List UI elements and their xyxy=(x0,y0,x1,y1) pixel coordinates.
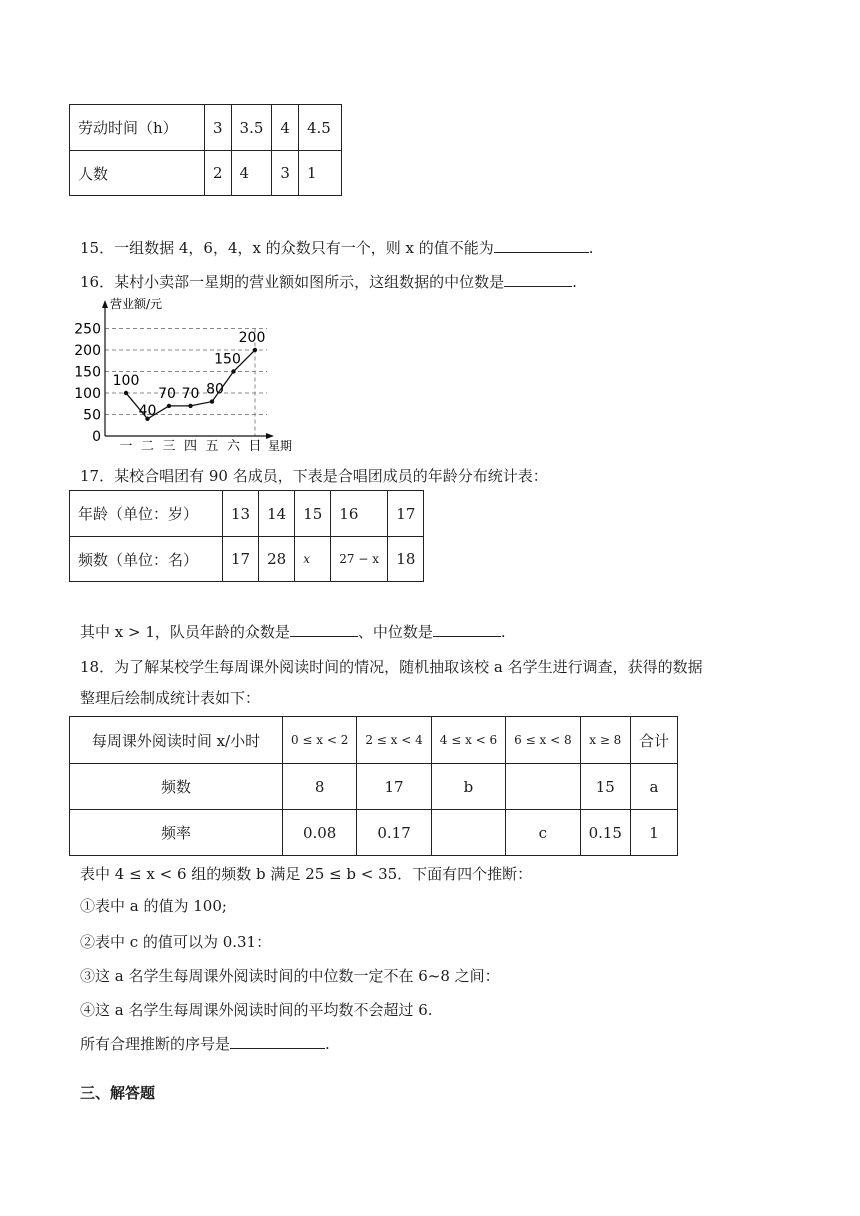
table-cell: 3 xyxy=(205,105,232,151)
x-tick-label: 二 xyxy=(140,439,155,454)
answer-text: 其中 x > 1，队员年龄的众数是 xyxy=(80,623,290,641)
table-cell: 0.15 xyxy=(580,810,630,856)
inference-text: ③这 a 名学生每周课外阅读时间的中位数一定不在 6~8 之间： xyxy=(80,967,500,985)
table-cell: 17 xyxy=(388,491,424,537)
x-tick-label: 六 xyxy=(226,439,241,454)
table-cell: 每周课外阅读时间 x/小时 xyxy=(70,717,283,764)
table-cell: 27 − x xyxy=(331,537,388,582)
answer-blank xyxy=(290,622,358,637)
table-cell: 劳动时间（h） xyxy=(70,105,205,151)
table-cell: 0 ≤ x < 2 xyxy=(282,717,356,764)
period: . xyxy=(572,273,577,291)
table-cell: 1 xyxy=(298,151,341,196)
question-16 xyxy=(80,272,577,292)
age-distribution-table xyxy=(69,490,424,582)
y-tick-label: 50 xyxy=(83,407,101,424)
table-cell xyxy=(431,810,505,856)
reading-time-table xyxy=(69,716,678,856)
x-tick-label: 一 xyxy=(119,439,133,454)
table-cell xyxy=(506,764,580,810)
question-18-final xyxy=(80,1034,330,1054)
data-point xyxy=(231,369,235,373)
y-axis-label: 营业额/元 xyxy=(110,297,163,311)
data-point xyxy=(253,348,257,352)
y-tick-label: 0 xyxy=(92,429,101,445)
y-tick-label: 250 xyxy=(74,321,101,338)
question-18-line1 xyxy=(80,657,703,677)
table-cell: 16 xyxy=(331,491,388,537)
question-number: 18． xyxy=(80,658,115,676)
inference-text: ①表中 a 的值为 100; xyxy=(80,897,227,915)
table-cell: 17 xyxy=(223,537,259,582)
data-label: 150 xyxy=(214,351,241,368)
y-tick-label: 100 xyxy=(74,386,101,402)
answer-text: 、中位数是 xyxy=(357,623,433,641)
table-cell: 6 ≤ x < 8 xyxy=(506,717,580,764)
data-label: 200 xyxy=(238,330,266,346)
data-point xyxy=(210,399,214,403)
question-text: 表中 4 ≤ x < 6 组的频数 b 满足 25 ≤ b < 35．下面有四个推断： xyxy=(80,865,533,883)
table-cell: 15 xyxy=(580,764,630,810)
table-cell: 年龄（单位：岁） xyxy=(70,491,223,537)
table-cell: 13 xyxy=(223,491,259,537)
table-cell: b xyxy=(431,764,505,810)
sales-line-chart xyxy=(70,296,310,456)
question-text: 为了解某校学生每周课外阅读时间的情况，随机抽取该校 a 名学生进行调查，获得的数据 xyxy=(114,658,703,676)
data-label: 100 xyxy=(112,373,140,389)
table-cell: 3 xyxy=(272,151,299,196)
data-point xyxy=(124,391,128,395)
x-tick-label: 日 xyxy=(248,439,262,454)
answer-blank xyxy=(504,272,572,287)
data-label: 80 xyxy=(206,381,224,398)
question-number: 15． xyxy=(80,239,115,257)
question-text: 一组数据 4，6，4，x 的众数只有一个，则 x 的值不能为 xyxy=(114,239,494,257)
table-cell: 14 xyxy=(259,491,295,537)
answer-blank xyxy=(433,622,501,637)
inference-text: ④这 a 名学生每周课外阅读时间的平均数不会超过 6. xyxy=(80,1001,433,1019)
table-cell: 1 xyxy=(630,810,677,856)
table-cell: 4 xyxy=(231,151,272,196)
inference-1 xyxy=(80,896,227,916)
data-label: 70 xyxy=(181,385,200,402)
y-axis-arrow xyxy=(102,300,108,308)
question-text: 整理后绘制成统计表如下： xyxy=(80,689,261,707)
inference-3 xyxy=(80,966,500,986)
period: . xyxy=(588,239,594,257)
table-cell: 4.5 xyxy=(298,105,341,151)
question-text: 所有合理推断的序号是 xyxy=(80,1035,231,1053)
table-cell: 15 xyxy=(295,491,331,537)
inference-text: ②表中 c 的值可以为 0.31： xyxy=(80,933,272,951)
question-number: 16． xyxy=(80,273,115,291)
table-cell: 17 xyxy=(357,764,431,810)
question-text: 某村小卖部一星期的营业额如图所示，这组数据的中位数是 xyxy=(114,273,505,291)
labor-time-table xyxy=(69,104,342,196)
period: . xyxy=(500,623,506,641)
table-cell: 3.5 xyxy=(231,105,272,151)
table-cell: 频数 xyxy=(70,764,283,810)
table-cell: 0.08 xyxy=(282,810,356,856)
table-cell: x xyxy=(295,537,331,582)
table-cell: 4 xyxy=(272,105,299,151)
table-cell: 合计 xyxy=(630,717,677,764)
x-tick-label: 四 xyxy=(183,439,198,454)
table-cell: 8 xyxy=(282,764,356,810)
table-cell: 频数（单位：名） xyxy=(70,537,223,582)
answer-blank xyxy=(230,1034,325,1049)
x-axis-label: 星期 xyxy=(268,439,293,453)
table-cell: a xyxy=(630,764,677,810)
table-cell: 频率 xyxy=(70,810,283,856)
table-cell: 18 xyxy=(388,537,424,582)
question-number: 17． xyxy=(80,467,115,485)
question-15 xyxy=(80,238,594,258)
data-point xyxy=(167,404,171,408)
x-tick-label: 五 xyxy=(205,439,219,454)
table-cell: 2 ≤ x < 4 xyxy=(357,717,431,764)
data-label: 70 xyxy=(158,385,176,402)
table-cell: 人数 xyxy=(70,151,205,196)
x-tick-label: 三 xyxy=(162,439,176,454)
table-cell: 0.17 xyxy=(357,810,431,856)
question-17-answer xyxy=(80,622,506,642)
question-18-note xyxy=(80,864,532,884)
inference-4 xyxy=(80,1000,433,1020)
period: . xyxy=(325,1035,330,1053)
section-heading: 三、解答题 xyxy=(80,1084,156,1102)
inference-2 xyxy=(80,932,271,952)
question-17 xyxy=(80,466,548,486)
answer-blank xyxy=(494,238,589,253)
table-cell: x ≥ 8 xyxy=(580,717,630,764)
y-tick-label: 150 xyxy=(74,364,101,381)
question-18-line2 xyxy=(80,688,260,708)
y-tick-label: 200 xyxy=(74,343,101,359)
table-cell: c xyxy=(506,810,580,856)
data-label: 40 xyxy=(138,402,157,419)
data-point xyxy=(188,404,192,408)
question-text: 某校合唱团有 90 名成员，下表是合唱团成员的年龄分布统计表： xyxy=(114,467,548,485)
table-cell: 4 ≤ x < 6 xyxy=(431,717,505,764)
table-cell: 2 xyxy=(205,151,232,196)
table-cell: 28 xyxy=(259,537,295,582)
